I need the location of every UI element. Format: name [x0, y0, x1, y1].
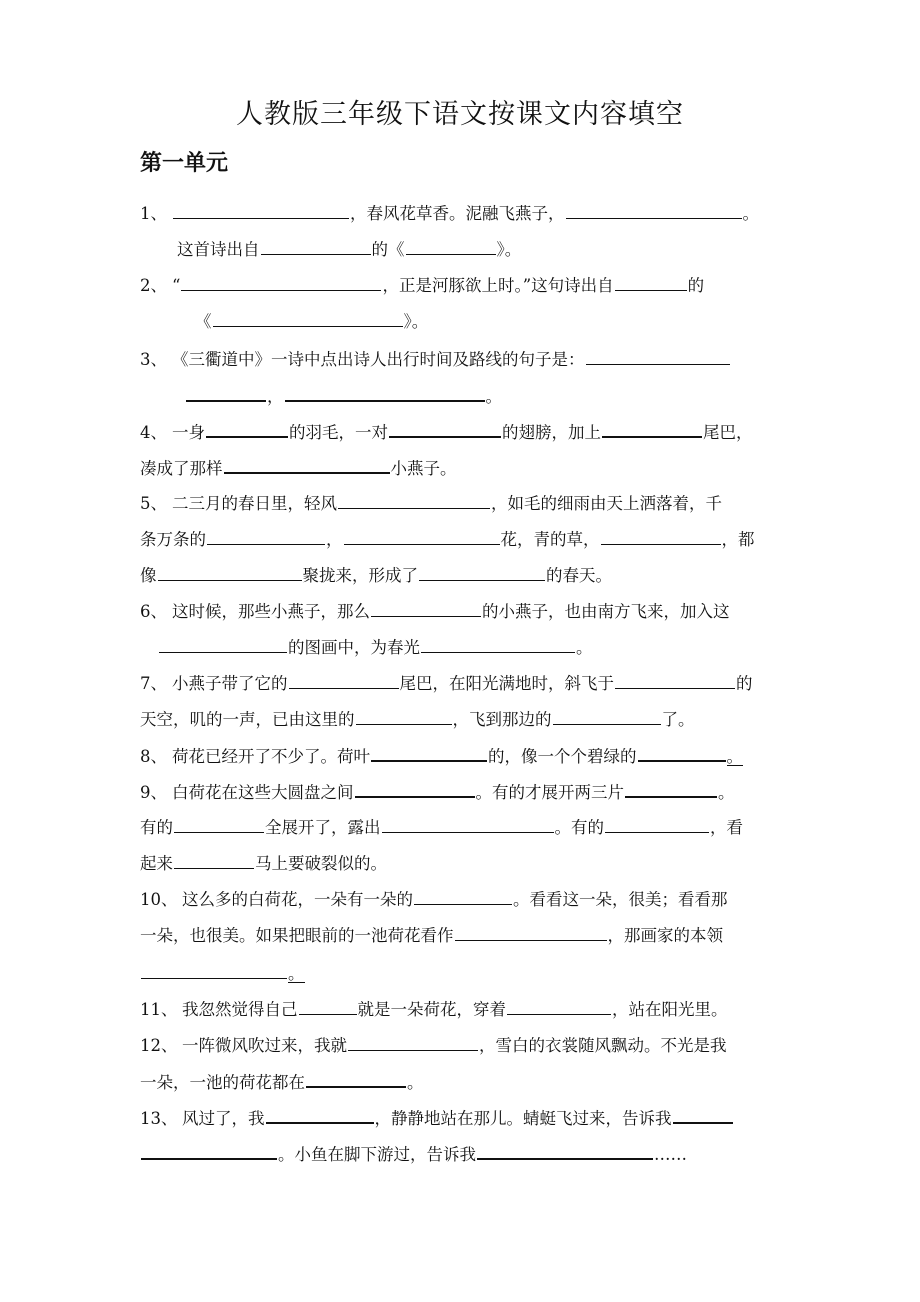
- question-10-line-2: 一朵，也很美。如果把眼前的一池荷花看作 ，那画家的本领: [140, 922, 723, 948]
- blank[interactable]: [602, 418, 702, 438]
- question-4-line-2: 凑成了那样 小燕子。: [140, 454, 457, 480]
- blank[interactable]: [207, 526, 325, 545]
- blank[interactable]: [477, 1140, 653, 1160]
- blank[interactable]: [285, 382, 485, 402]
- blank[interactable]: [638, 742, 726, 762]
- blank[interactable]: [673, 1104, 733, 1124]
- blank[interactable]: [586, 346, 730, 365]
- question-12-line-2: 一朵，一池的荷花都在 。: [140, 1068, 424, 1094]
- question-11-line-1: 11、 我忽然觉得自己 就是一朵荷花，穿着 ，站在阳光里。: [140, 996, 728, 1022]
- question-7-line-1: 7、 小燕子带了它的 尾巴，在阳光满地时，斜飞于 的: [140, 670, 753, 696]
- blank[interactable]: [421, 634, 575, 653]
- blank[interactable]: [615, 670, 735, 689]
- question-6-line-1: 6、 这时候，那些小燕子，那么 的小燕子，也由南方飞来，加入这: [140, 598, 730, 624]
- blank[interactable]: [261, 236, 371, 255]
- section-heading: 第一单元: [140, 151, 229, 176]
- question-13-line-1: 13、 风过了，我 ，静静地站在那儿。蜻蜓飞过来，告诉我: [140, 1104, 734, 1130]
- question-9-line-1: 9、 白荷花在这些大圆盘之间 。有的才展开两三片 。: [140, 778, 735, 804]
- question-3-line-1: 3、 《三衢道中》一诗中点出诗人出行时间及路线的句子是：: [140, 346, 731, 372]
- blank[interactable]: [371, 598, 481, 617]
- question-6-line-2: 的图画中，为春光 。: [158, 634, 593, 660]
- blank[interactable]: [174, 850, 254, 869]
- question-1-line-1: 1、 ，春风花草香。泥融飞燕子， 。: [140, 200, 759, 226]
- blank[interactable]: [355, 778, 475, 798]
- question-9-line-3: 起来 马上要破裂似的。: [140, 850, 387, 876]
- blank[interactable]: [338, 490, 490, 509]
- blank[interactable]: [507, 996, 611, 1015]
- blank[interactable]: [605, 814, 709, 833]
- question-13-line-2: 。小鱼在脚下游过，告诉我 ……: [140, 1140, 687, 1166]
- question-1-line-2: 这首诗出自 的《 》。: [177, 236, 521, 262]
- blank[interactable]: [553, 706, 661, 725]
- blank[interactable]: [371, 742, 487, 762]
- blank[interactable]: [601, 526, 721, 545]
- question-2-line-1: 2、 “ ，正是河豚欲上时。”这句诗出自 的: [140, 272, 704, 298]
- blank[interactable]: [224, 454, 390, 474]
- blank[interactable]: [266, 1104, 374, 1124]
- blank[interactable]: [406, 236, 496, 255]
- question-5-line-1: 5、 二三月的春日里，轻风 ，如毛的细雨由天上洒落着，千: [140, 490, 722, 516]
- blank[interactable]: [625, 778, 717, 798]
- blank[interactable]: [174, 814, 264, 833]
- question-3-line-2: ， 。: [185, 382, 502, 408]
- question-2-line-2: 《 》。: [195, 308, 428, 334]
- blank[interactable]: [299, 996, 357, 1015]
- blank[interactable]: [389, 418, 501, 438]
- blank[interactable]: [181, 272, 381, 291]
- blank[interactable]: [306, 1068, 406, 1088]
- blank[interactable]: [186, 382, 266, 402]
- blank[interactable]: [141, 1140, 277, 1160]
- blank[interactable]: [173, 200, 349, 219]
- blank[interactable]: [344, 526, 500, 545]
- blank[interactable]: [289, 670, 399, 689]
- blank[interactable]: [348, 1032, 478, 1051]
- question-8-line-1: 8、 荷花已经开了不少了。荷叶 的，像一个个碧绿的 。: [140, 742, 743, 768]
- question-5-line-3: 像 聚拢来，形成了 的春天。: [140, 562, 612, 588]
- blank[interactable]: [615, 272, 687, 291]
- blank[interactable]: [455, 922, 607, 941]
- question-10-line-3: 。: [140, 960, 305, 986]
- blank[interactable]: [206, 418, 288, 438]
- blank[interactable]: [159, 634, 287, 653]
- question-4-line-1: 4、 一身 的羽毛，一对 的翅膀，加上 尾巴，: [140, 418, 753, 444]
- blank[interactable]: [141, 960, 287, 979]
- question-7-line-2: 天空，叽的一声，已由这里的 ，飞到那边的 了。: [140, 706, 695, 732]
- page-title: 人教版三年级下语文按课文内容填空: [236, 99, 684, 130]
- blank[interactable]: [419, 562, 545, 581]
- blank[interactable]: [382, 814, 554, 833]
- question-5-line-2: 条万条的 ， 花，青的草， ，都: [140, 526, 755, 552]
- blank[interactable]: [414, 886, 512, 905]
- question-12-line-1: 12、 一阵微风吹过来，我就 ，雪白的衣裳随风飘动。不光是我: [140, 1032, 727, 1058]
- blank[interactable]: [213, 308, 403, 327]
- blank[interactable]: [356, 706, 452, 725]
- blank[interactable]: [158, 562, 302, 581]
- question-10-line-1: 10、 这么多的白荷花，一朵有一朵的 。看看这一朵，很美；看看那: [140, 886, 728, 912]
- question-9-line-2: 有的 全展开了，露出 。有的 ，看: [140, 814, 743, 840]
- blank[interactable]: [566, 200, 742, 219]
